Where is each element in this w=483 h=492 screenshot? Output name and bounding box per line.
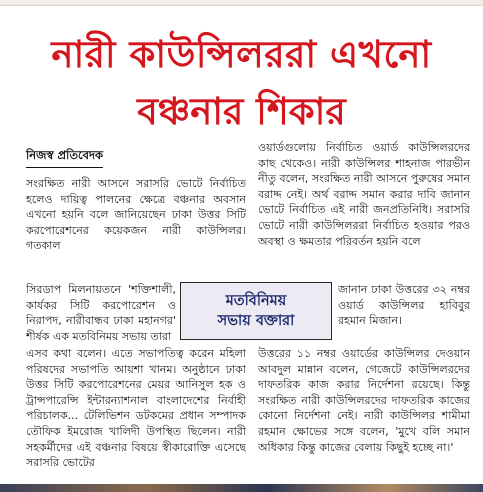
right-wrap-text: জানান ঢাকা উত্তরের ৩২ নম্বর ওয়ার্ড কাউন্সিলর হাবিবুর রহমান মিজান। (338, 283, 470, 328)
byline: নিজস্ব প্রতিবেদক (26, 147, 103, 168)
pull-quote-line-1: মতবিনিময় (225, 293, 287, 309)
next-section-image-strip (0, 484, 483, 492)
left-wrap-text: সিরডাপ মিলনায়তনে 'শক্তিশালী, কার্যকর সিটি করপোরেশন ও নিরাপদ, নারীবান্ধব ঢাকা মহানগর' শীর্ষক এক মতবিনিময় সভায় তারা (26, 283, 176, 343)
right-paragraph-1: ওয়ার্ডগুলোয় নির্বাচিত ওয়ার্ড কাউন্সিলরদের কাছ থেকেও। নারী কাউন্সিলর শাহনাজ পারভীন নীতু বলেন, সংরক্ষিত নারী আসনে পুরুষের সমান বরাদ্দ নেই। অর্থ বরাদ্দ সমান করার দাবি জানান ভোটে নির্বাচিত এই নারী জনপ্রতিনিধি। সরাসরি ভোটে নারী কাউন্সিলররা নির্বাচিত হওয়ার পরও অবস্থা ও ক্ষমতার পরিবর্তন হয়নি বলে (258, 141, 470, 248)
pull-quote-box (180, 282, 332, 340)
article-column-right (258, 140, 470, 282)
pull-quote-line-2: সভায় বক্তারা (217, 313, 295, 329)
right-paragraph-2: উত্তরের ১১ নম্বর ওয়ার্ডের কাউন্সিলর দেওয়ান আবদুল মান্নান বলেন, গেজেটে কাউন্সিলরদের দাফতরিক কাজ করার নির্দেশনা রয়েছে। কিন্তু সংরক্ষিত নারী কাউন্সিলরদের দাফতরিক কাজের কোনো নির্দেশনা নেই। নারী কাউন্সিলর শামীমা রহমান ক্ষোভের সঙ্গে বলেন, 'মুখে বলি সমান অধিকার কিন্তু কাজের বেলায় কিছুই হচ্ছে না।' (258, 347, 470, 454)
headline-line-1: নারী কাউন্সিলররা এখনো (51, 33, 432, 76)
left-paragraph-2: এসব কথা বলেন। এতে সভাপতিত্ব করেন মহিলা পরিষদের সভাপতি আয়শা খানম। অনুষ্ঠানে ঢাকা উত্তর সিটি করপোরেশনের মেয়র আনিসুল হক ও ট্রান্সপারেন্সি ইন্টারন্যাশনাল বাংলাদেশের নির্বাহী পরিচালক... টেলিভিশন ডটকমের প্রধান সম্পাদক তৌফিক ইমরোজ খালিদী উপস্থিত ছিলেন। নারী সহকর্মীদের এই বঞ্চনার বিষয়ে স্বীকারোক্তি এসেছে সরাসরি ভোটের (26, 347, 246, 470)
left-paragraph-1: সংরক্ষিত নারী আসনে সরাসরি ভোটে নির্বাচিত হলেও দায়িত্ব পালনের ক্ষেত্রে বঞ্চনার অবসান এখনো হয়নি বলে জানিয়েছেন ঢাকা উত্তর সিটি করপোরেশনের কয়েকজন নারী কাউন্সিলর। গতকাল (26, 177, 246, 253)
headline-line-2: বঞ্চনার শিকার (137, 90, 346, 133)
previous-section-strip (0, 0, 483, 6)
article-column-left (26, 176, 246, 282)
